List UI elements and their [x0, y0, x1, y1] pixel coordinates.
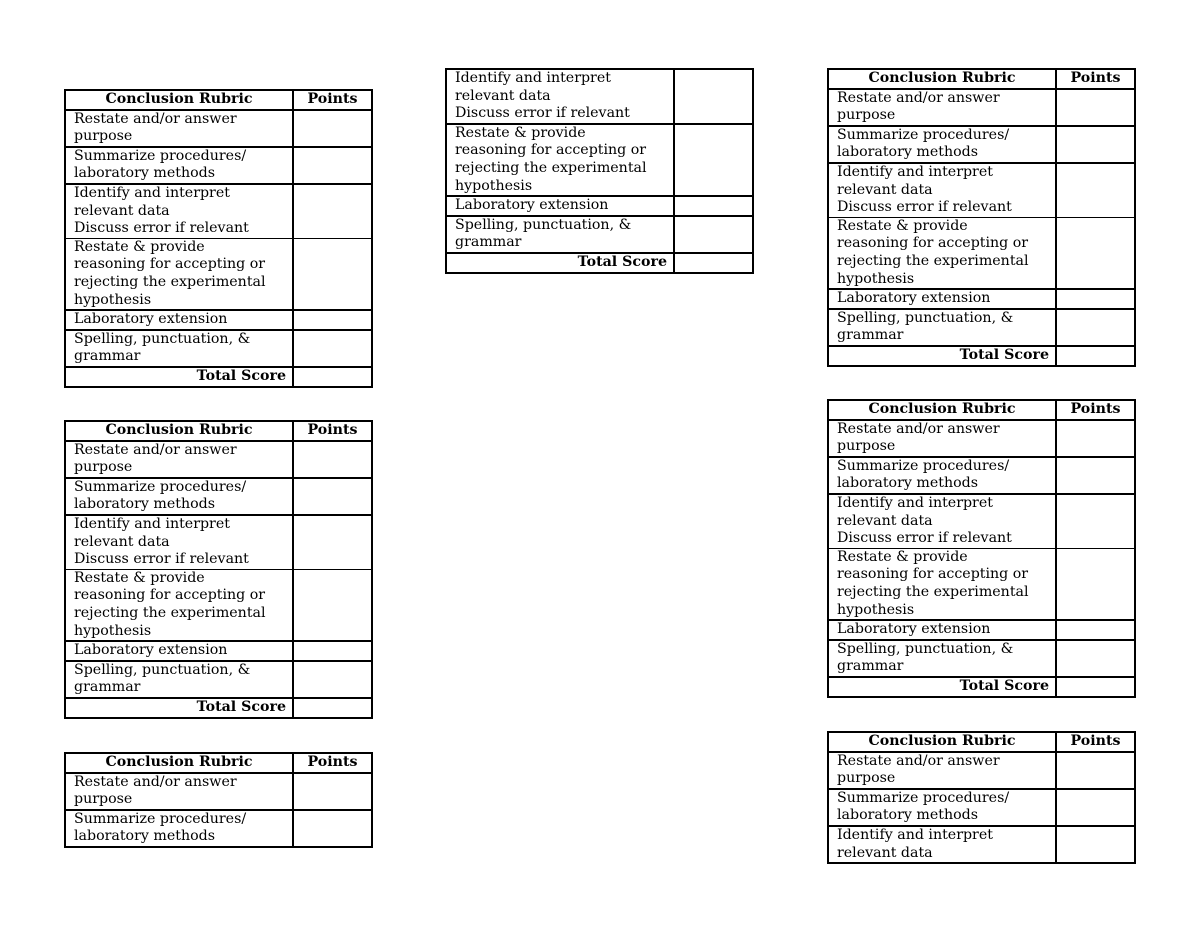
criterion-label: Laboratory extension — [446, 196, 674, 216]
criterion-row — [65, 773, 372, 810]
criterion-row — [65, 147, 372, 184]
criterion-label: Identify and interpret relevant data Discuss error if relevant — [828, 494, 1056, 548]
points-cell[interactable] — [1056, 640, 1135, 677]
rubric-title: Conclusion Rubric — [65, 90, 293, 110]
criterion-label: Restate and/or answer purpose — [65, 441, 293, 478]
criterion-row — [65, 641, 372, 661]
total-points-cell[interactable] — [293, 698, 372, 718]
rubric-title: Conclusion Rubric — [65, 753, 293, 773]
points-cell[interactable] — [1056, 309, 1135, 346]
points-cell[interactable] — [674, 216, 753, 253]
points-cell[interactable] — [674, 196, 753, 216]
rubric-left-1 — [64, 89, 373, 388]
criterion-label: Restate & provide reasoning for accepting or rejecting the experimental hypothesis — [446, 124, 674, 196]
total-score-label: Total Score — [828, 677, 1056, 697]
criterion-label: Laboratory extension — [828, 620, 1056, 640]
total-row — [828, 346, 1135, 366]
criterion-label: Restate and/or answer purpose — [828, 420, 1056, 457]
points-cell[interactable] — [293, 110, 372, 147]
rubric-header-row — [65, 90, 372, 110]
total-points-cell[interactable] — [1056, 677, 1135, 697]
points-cell[interactable] — [674, 69, 753, 124]
rubric-header-row — [828, 69, 1135, 89]
rubric-right-1 — [827, 68, 1136, 367]
points-cell[interactable] — [1056, 826, 1135, 863]
criterion-row — [446, 69, 753, 124]
criterion-label: Summarize procedures/ laboratory methods — [65, 147, 293, 184]
points-cell[interactable] — [1056, 89, 1135, 126]
total-score-label: Total Score — [65, 698, 293, 718]
rubric-right-3-partial — [827, 731, 1136, 864]
points-cell[interactable] — [1056, 163, 1135, 217]
points-header: Points — [293, 90, 372, 110]
total-row — [828, 677, 1135, 697]
points-cell[interactable] — [293, 184, 372, 238]
rubric-header-row — [828, 400, 1135, 420]
points-cell[interactable] — [293, 441, 372, 478]
criterion-row — [828, 420, 1135, 457]
criterion-label: Summarize procedures/ laboratory methods — [828, 457, 1056, 494]
rubric-title: Conclusion Rubric — [828, 69, 1056, 89]
points-cell[interactable] — [293, 238, 372, 310]
rubric-title: Conclusion Rubric — [828, 732, 1056, 752]
criterion-row — [828, 494, 1135, 548]
criterion-row — [828, 289, 1135, 309]
rubric-title: Conclusion Rubric — [828, 400, 1056, 420]
criterion-label: Identify and interpret relevant data Discuss error if relevant — [828, 163, 1056, 217]
criterion-row — [828, 826, 1135, 863]
criterion-label: Laboratory extension — [828, 289, 1056, 309]
points-cell[interactable] — [293, 147, 372, 184]
points-cell[interactable] — [293, 478, 372, 515]
criterion-label: Restate & provide reasoning for accepting or rejecting the experimental hypothesis — [828, 217, 1056, 289]
criterion-label: Summarize procedures/ laboratory methods — [828, 126, 1056, 163]
criterion-label: Restate and/or answer purpose — [828, 752, 1056, 789]
points-cell[interactable] — [1056, 494, 1135, 548]
criterion-row — [65, 330, 372, 367]
criterion-label: Summarize procedures/ laboratory methods — [65, 810, 293, 847]
criterion-label: Restate & provide reasoning for accepting or rejecting the experimental hypothesis — [828, 548, 1056, 620]
criterion-row — [446, 216, 753, 253]
criterion-label: Restate and/or answer purpose — [65, 110, 293, 147]
rubric-header-row — [65, 753, 372, 773]
points-cell[interactable] — [293, 773, 372, 810]
rubric-left-2 — [64, 420, 373, 719]
criterion-row — [65, 661, 372, 698]
criterion-label: Spelling, punctuation, & grammar — [446, 216, 674, 253]
points-cell[interactable] — [1056, 289, 1135, 309]
points-cell[interactable] — [1056, 217, 1135, 289]
total-score-label: Total Score — [828, 346, 1056, 366]
total-row — [446, 253, 753, 273]
criterion-row — [65, 810, 372, 847]
points-header: Points — [1056, 400, 1135, 420]
criterion-label: Spelling, punctuation, & grammar — [828, 640, 1056, 677]
rubric-header-row — [65, 421, 372, 441]
criterion-label: Restate and/or answer purpose — [65, 773, 293, 810]
criterion-row — [828, 620, 1135, 640]
points-cell[interactable] — [293, 515, 372, 569]
points-header: Points — [293, 753, 372, 773]
criterion-row — [828, 309, 1135, 346]
criterion-row — [446, 196, 753, 216]
criterion-label: Spelling, punctuation, & grammar — [65, 661, 293, 698]
points-cell[interactable] — [674, 124, 753, 196]
points-cell[interactable] — [1056, 620, 1135, 640]
points-cell[interactable] — [293, 661, 372, 698]
points-cell[interactable] — [1056, 420, 1135, 457]
points-cell[interactable] — [1056, 752, 1135, 789]
criterion-row — [65, 310, 372, 330]
criterion-row — [828, 126, 1135, 163]
points-cell[interactable] — [293, 810, 372, 847]
criterion-label: Spelling, punctuation, & grammar — [828, 309, 1056, 346]
points-cell[interactable] — [1056, 126, 1135, 163]
rubric-middle-continuation — [445, 68, 754, 274]
total-row — [65, 367, 372, 387]
rubric-left-3-partial — [64, 752, 373, 848]
criterion-row — [828, 163, 1135, 217]
criterion-label: Identify and interpret relevant data — [828, 826, 1056, 863]
points-header: Points — [293, 421, 372, 441]
criterion-label: Summarize procedures/ laboratory methods — [65, 478, 293, 515]
points-cell[interactable] — [293, 330, 372, 367]
criterion-label: Identify and interpret relevant data Discuss error if relevant — [65, 515, 293, 569]
criterion-label: Summarize procedures/ laboratory methods — [828, 789, 1056, 826]
criterion-row — [828, 457, 1135, 494]
total-points-cell[interactable] — [1056, 346, 1135, 366]
criterion-row — [65, 569, 372, 641]
rubric-header-row — [828, 732, 1135, 752]
criterion-label: Laboratory extension — [65, 641, 293, 661]
points-cell[interactable] — [293, 569, 372, 641]
points-cell[interactable] — [293, 310, 372, 330]
total-row — [65, 698, 372, 718]
criterion-row — [65, 110, 372, 147]
points-cell[interactable] — [1056, 789, 1135, 826]
criterion-row — [65, 184, 372, 238]
rubric-title: Conclusion Rubric — [65, 421, 293, 441]
criterion-row — [65, 515, 372, 569]
criterion-row — [65, 238, 372, 310]
criterion-row — [65, 441, 372, 478]
criterion-label: Restate & provide reasoning for accepting or rejecting the experimental hypothesis — [65, 569, 293, 641]
criterion-row — [828, 640, 1135, 677]
points-header: Points — [1056, 732, 1135, 752]
criterion-row — [65, 478, 372, 515]
points-cell[interactable] — [1056, 548, 1135, 620]
total-score-label: Total Score — [446, 253, 674, 273]
total-points-cell[interactable] — [674, 253, 753, 273]
rubric-right-2 — [827, 399, 1136, 698]
points-header: Points — [1056, 69, 1135, 89]
criterion-label: Laboratory extension — [65, 310, 293, 330]
criterion-label: Identify and interpret relevant data Discuss error if relevant — [446, 69, 674, 124]
criterion-row — [446, 124, 753, 196]
criterion-row — [828, 789, 1135, 826]
criterion-label: Restate & provide reasoning for accepting or rejecting the experimental hypothesis — [65, 238, 293, 310]
criterion-label: Identify and interpret relevant data Discuss error if relevant — [65, 184, 293, 238]
points-cell[interactable] — [1056, 457, 1135, 494]
criterion-row — [828, 752, 1135, 789]
total-score-label: Total Score — [65, 367, 293, 387]
criterion-row — [828, 548, 1135, 620]
points-cell[interactable] — [293, 641, 372, 661]
criterion-label: Restate and/or answer purpose — [828, 89, 1056, 126]
criterion-row — [828, 89, 1135, 126]
total-points-cell[interactable] — [293, 367, 372, 387]
criterion-label: Spelling, punctuation, & grammar — [65, 330, 293, 367]
criterion-row — [828, 217, 1135, 289]
